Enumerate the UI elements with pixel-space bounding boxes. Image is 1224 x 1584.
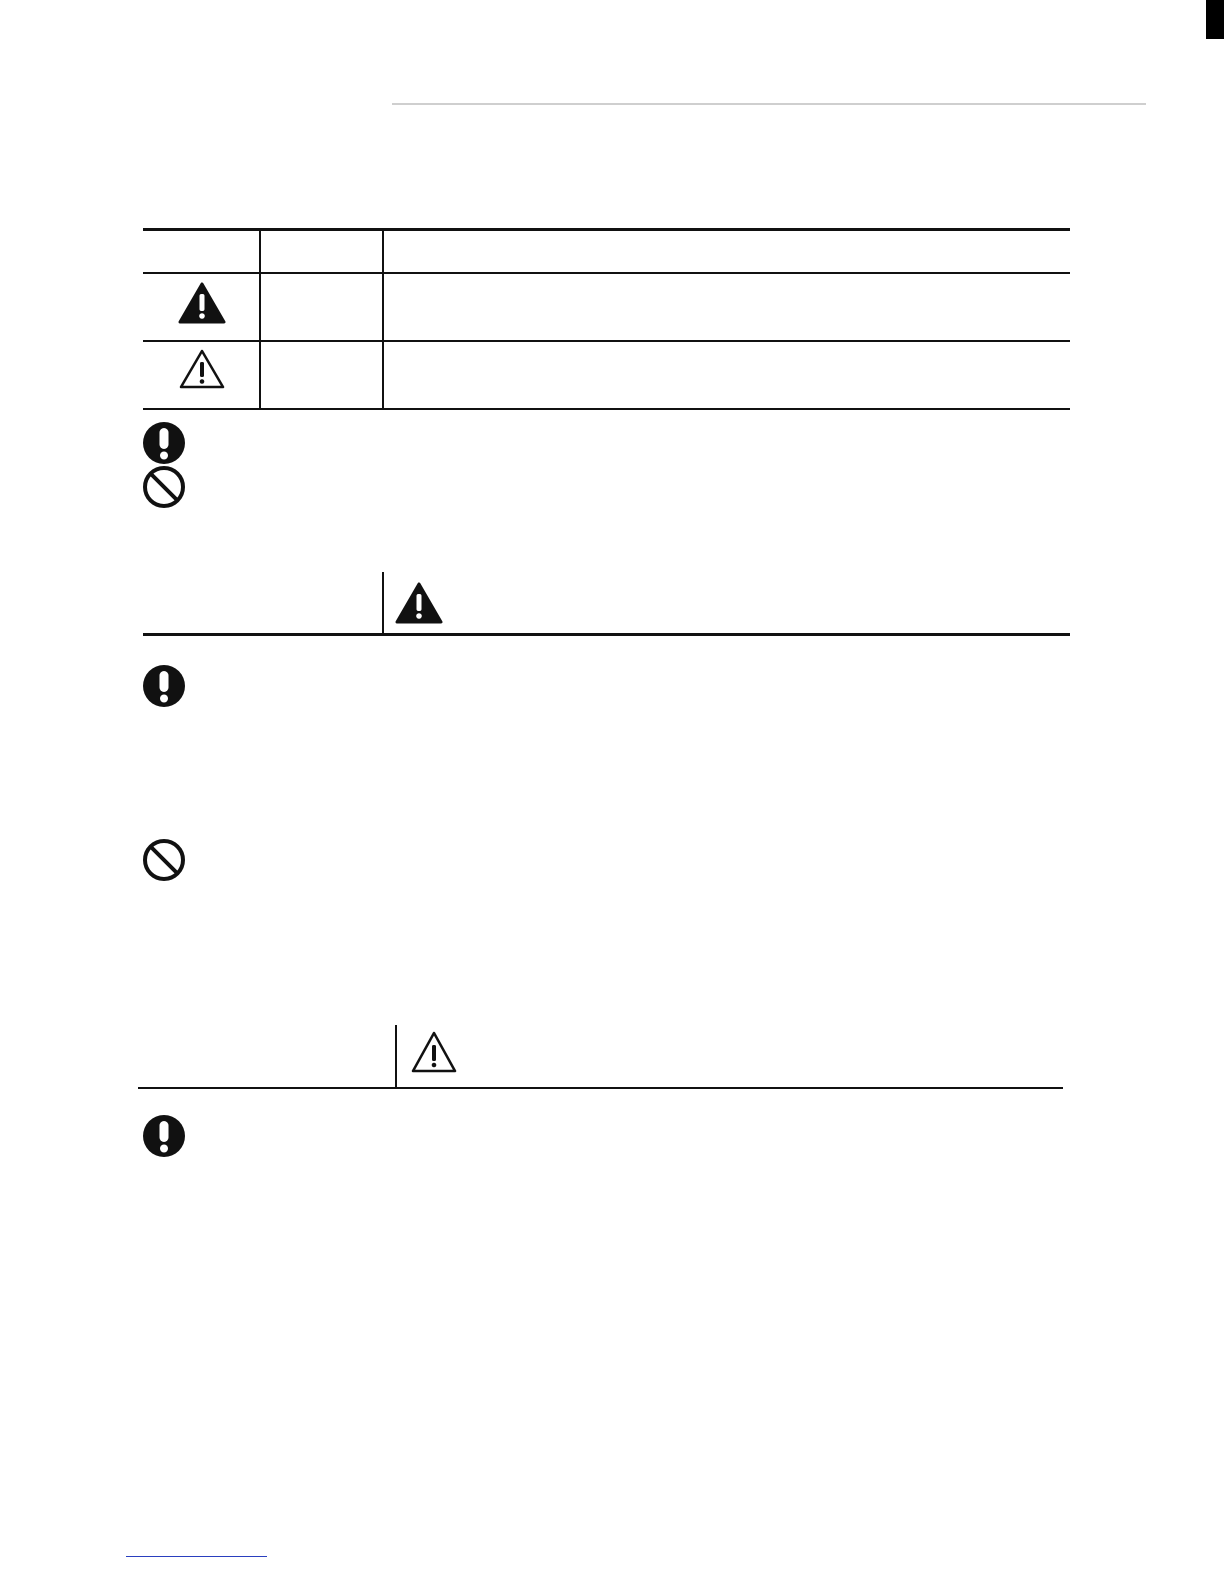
caution-triangle-outline-icon bbox=[178, 348, 226, 390]
legend-prohibited bbox=[142, 465, 186, 509]
legend-mandatory bbox=[142, 421, 186, 465]
mandatory-action-icon bbox=[142, 664, 186, 708]
section-header-icon bbox=[410, 1030, 458, 1074]
section-header-rule bbox=[143, 633, 1070, 636]
footer-link[interactable] bbox=[126, 1556, 267, 1557]
warning-triangle-filled-icon bbox=[395, 582, 443, 624]
caution-item-mandatory bbox=[142, 1114, 186, 1158]
mandatory-action-icon bbox=[142, 1114, 186, 1158]
header-rule bbox=[392, 103, 1146, 105]
table-header-rule bbox=[143, 272, 1070, 274]
table-row-warning bbox=[178, 282, 226, 324]
table-bottom-rule bbox=[143, 408, 1070, 410]
warning-item-mandatory bbox=[142, 664, 186, 708]
table-column-divider bbox=[259, 230, 261, 410]
section-header-rule bbox=[138, 1087, 1063, 1089]
warning-triangle-filled-icon bbox=[178, 282, 226, 324]
section-header-divider bbox=[382, 572, 384, 635]
warning-item-prohibited bbox=[142, 838, 186, 882]
prohibited-action-icon bbox=[142, 838, 186, 882]
caution-triangle-outline-icon bbox=[410, 1030, 458, 1074]
page-tab-marker bbox=[1206, 0, 1224, 39]
table-column-divider bbox=[382, 230, 384, 410]
table-row-caution bbox=[178, 348, 226, 390]
section-header-divider bbox=[395, 1025, 397, 1088]
section-header-icon bbox=[395, 582, 443, 624]
table-row-divider bbox=[143, 340, 1070, 342]
prohibited-action-icon bbox=[142, 465, 186, 509]
mandatory-action-icon bbox=[142, 421, 186, 465]
table-top-rule bbox=[143, 228, 1070, 231]
